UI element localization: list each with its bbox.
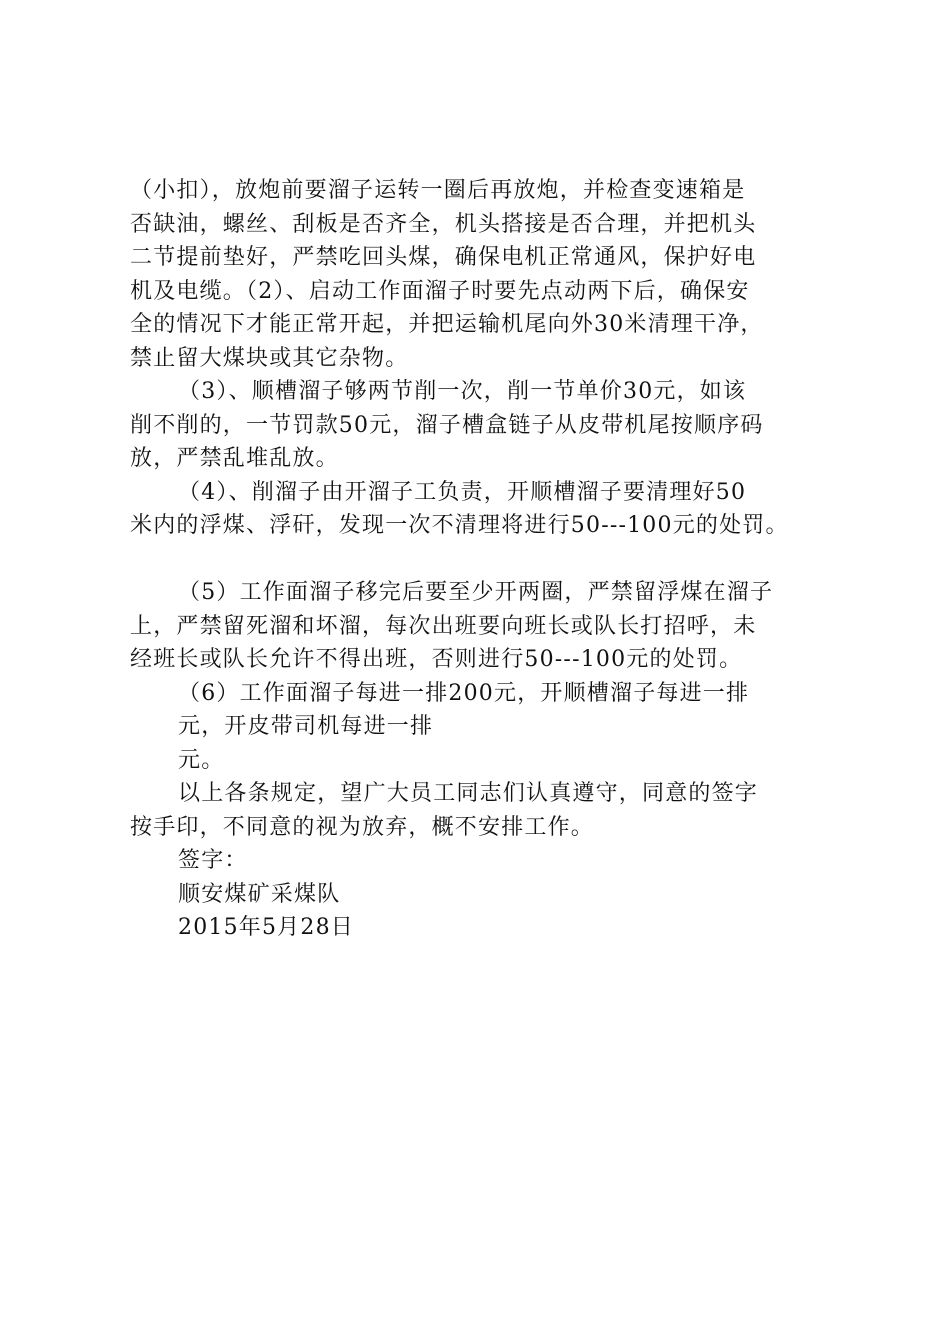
paragraph-line: 二节提前垫好，严禁吃回头煤，确保电机正常通风，保护好电 (130, 245, 757, 270)
paragraph-line: 上，严禁留死溜和坏溜，每次出班要向班长或队长打招呼，未 (130, 613, 757, 639)
paragraph-line: 削不削的，一节罚款50元，溜子槽盒链子从皮带机尾按顺序码 (130, 412, 764, 438)
paragraph-line: 以上各条规定，望广大员工同志们认真遵守，同意的签字 (178, 781, 759, 806)
organization-name: 顺安煤矿采煤队 (178, 881, 341, 907)
paragraph-line: （3）、顺槽溜子够两节削一次，削一节单价30元，如该 (178, 379, 747, 404)
paragraph-line: 禁止留大煤块或其它杂物。 (130, 345, 409, 371)
paragraph-line: 经班长或队长允许不得出班，否则进行50---100元的处罚。 (130, 647, 743, 672)
document-body (130, 174, 840, 945)
document-date: 2015年5月28日 (178, 915, 354, 940)
paragraph-line: 放，严禁乱堆乱放。 (130, 446, 339, 471)
paragraph-line: 否缺油，螺丝、刮板是否齐全，机头搭接是否合理，并把机头 (130, 211, 757, 237)
paragraph-line: 米内的浮煤、浮矸，发现一次不清理将进行50---100元的处罚。 (130, 513, 789, 538)
paragraph-line: 元。 (178, 747, 225, 773)
paragraph-line: （5）工作面溜子移完后要至少开两圈，严禁留浮煤在溜子 (178, 580, 774, 605)
paragraph-line: （小扣），放炮前要溜子运转一圈后再放炮，并检查变速箱是 (130, 178, 746, 203)
paragraph-line: （4）、削溜子由开溜子工负责，开顺槽溜子要清理好50 (178, 479, 747, 505)
paragraph-line: 全的情况下才能正常开起，并把运输机尾向外30米清理干净， (130, 312, 764, 337)
paragraph-line: （6）工作面溜子每进一排200元，开顺槽溜子每进一排 (178, 680, 750, 706)
paragraph-gap (130, 543, 840, 577)
paragraph-line: 按手印，不同意的视为放弃，概不安排工作。 (130, 814, 595, 840)
signature-label: 签字： (178, 848, 248, 873)
paragraph-line: 机及电缆。（2）、启动工作面溜子时要先点动两下后，确保安 (130, 278, 750, 304)
paragraph-line: 元，开皮带司机每进一排 (178, 714, 434, 739)
